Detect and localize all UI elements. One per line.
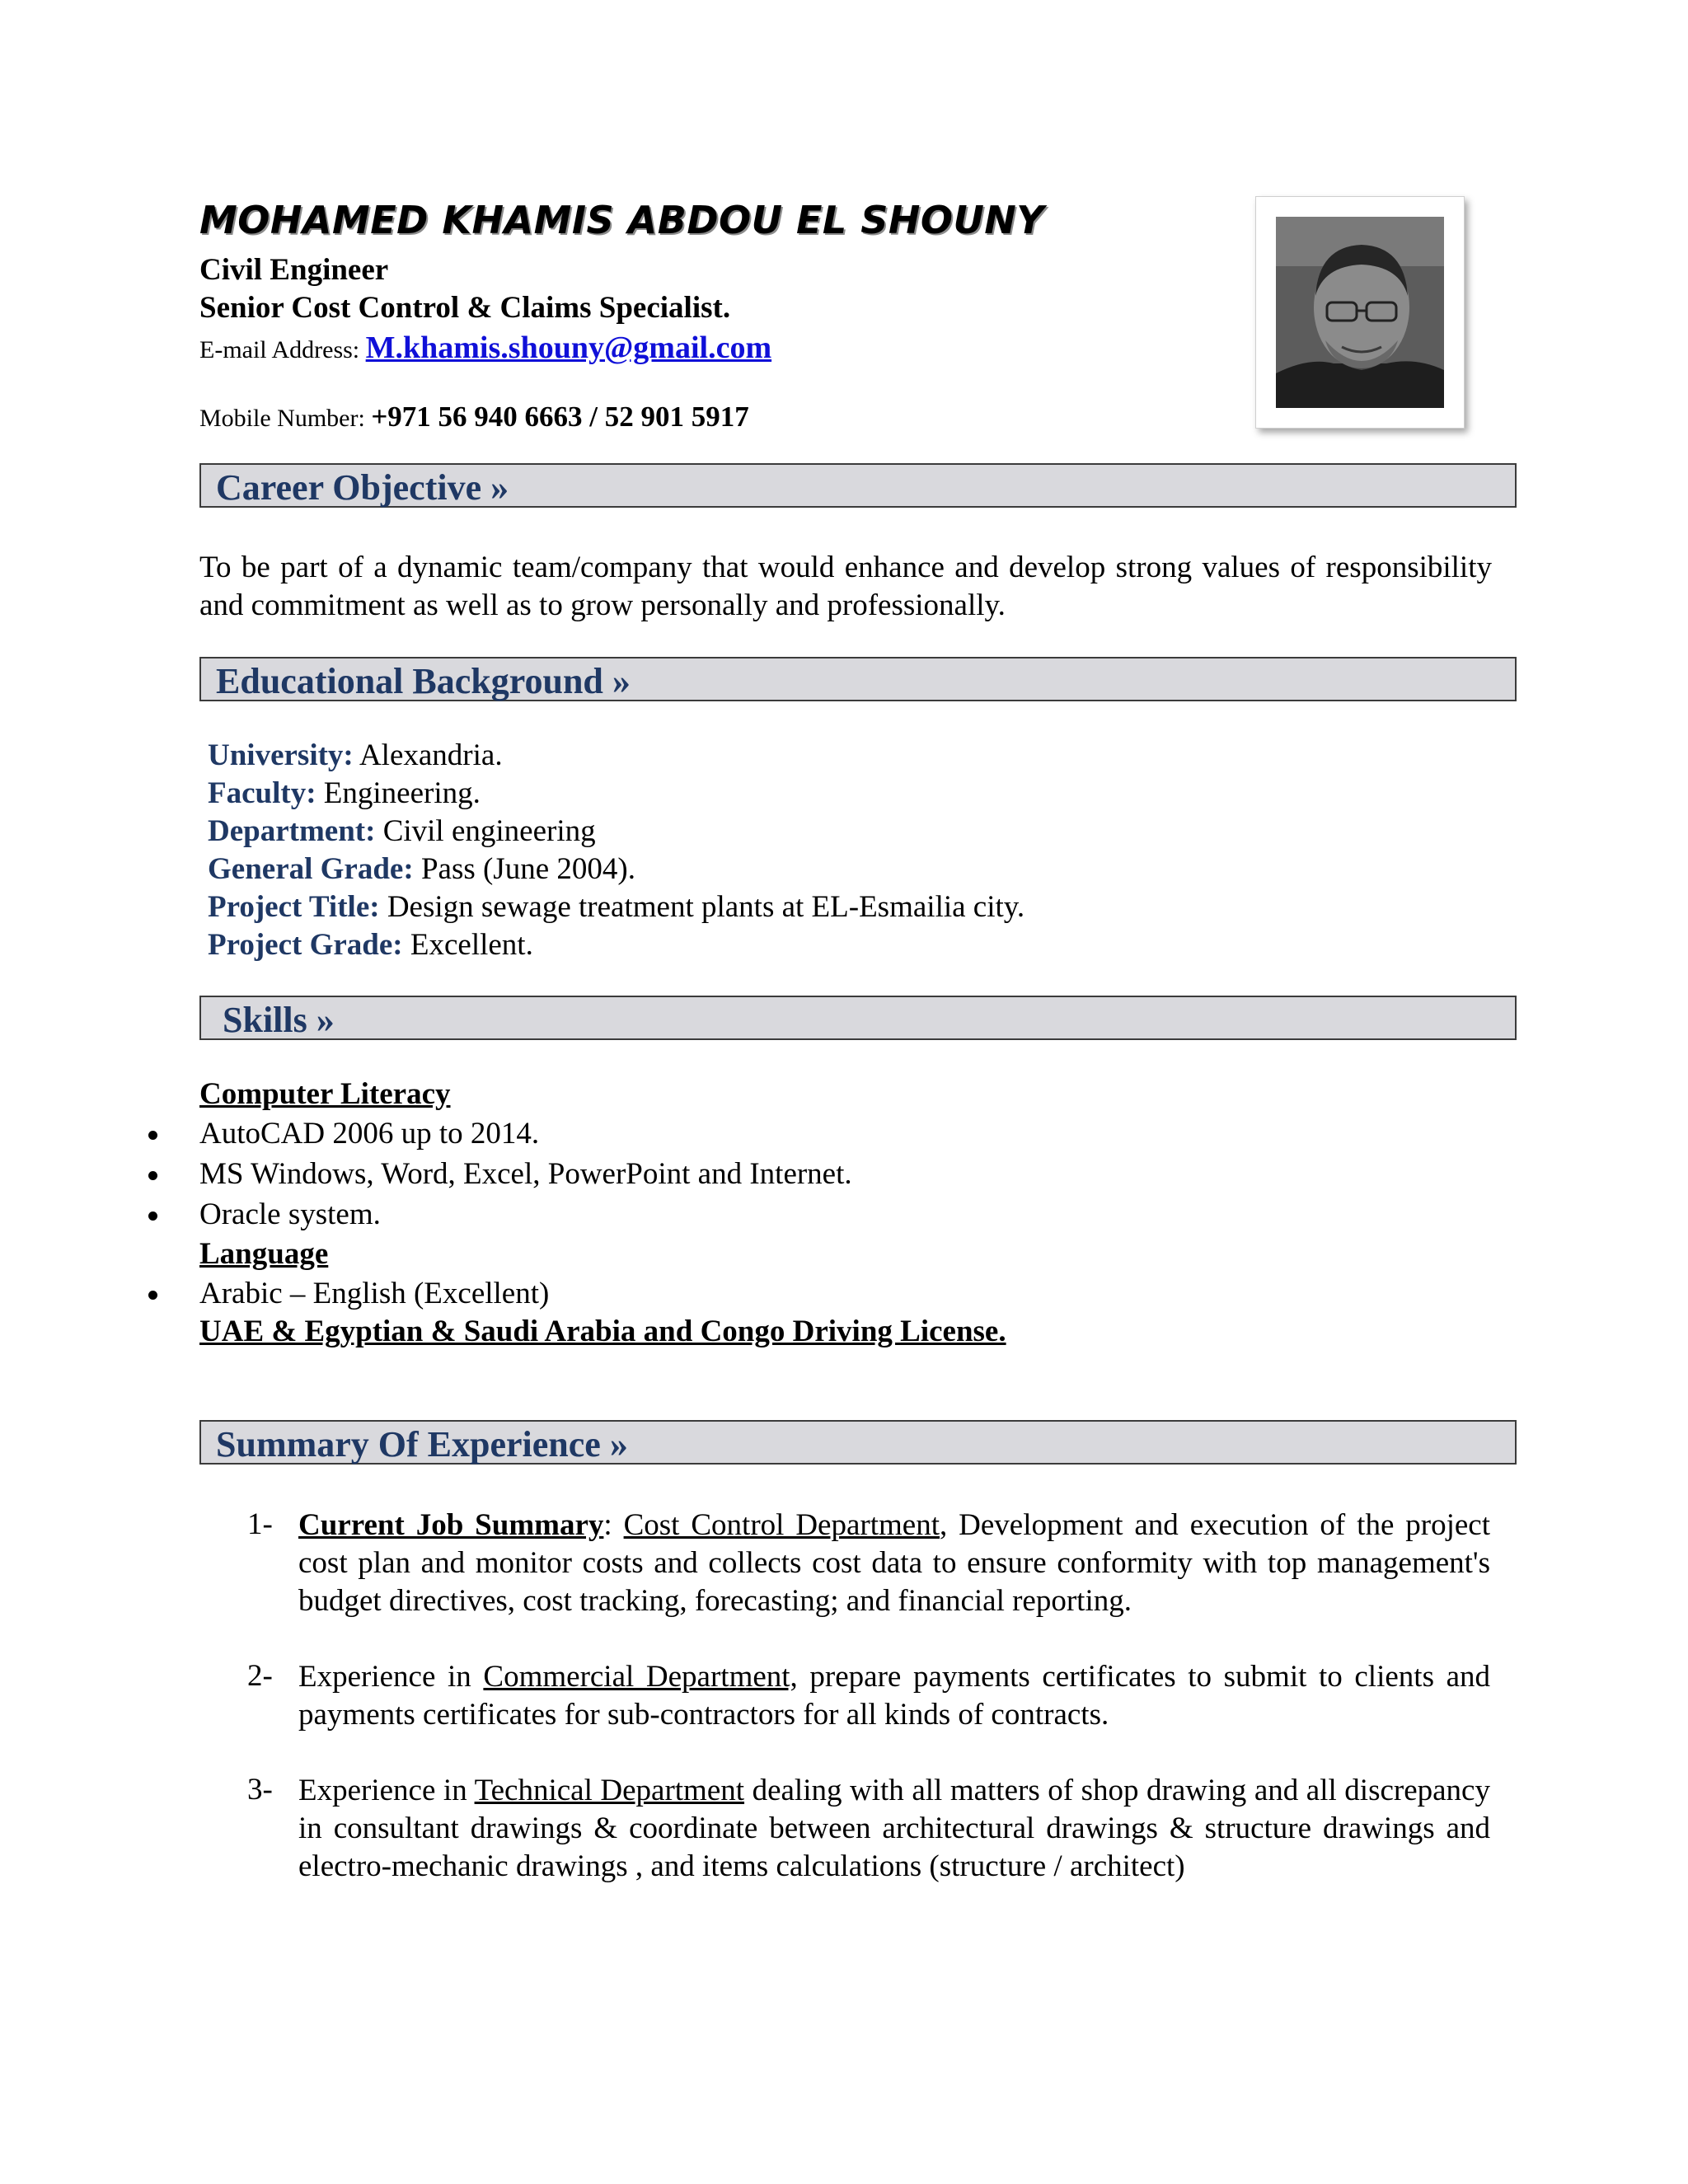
section-title: Skills » [223,1000,335,1040]
skill-item: AutoCAD 2006 up to 2014. [199,1116,539,1151]
bullet-icon [148,1131,157,1140]
edu-project-title: Project Title: Design sewage treatment plants at EL-Esmailia city. [208,890,1025,924]
experience-number: 1- [247,1507,273,1541]
edu-faculty: Faculty: Engineering. [208,776,481,810]
job-title-secondary: Senior Cost Control & Claims Specialist. [199,291,731,325]
email-label: E-mail Address: [199,336,366,363]
bullet-icon [148,1212,157,1221]
bullet-icon [148,1171,157,1180]
section-title: Career Objective » [216,467,509,508]
bullet-icon [148,1291,157,1300]
mobile-label: Mobile Number: [199,405,372,432]
computer-literacy-heading: Computer Literacy [199,1077,451,1111]
section-title: Summary Of Experience » [216,1424,628,1465]
experience-item: Experience in Commercial Department, prepare payments certificates to submit to clients and payments certificates for sub-contractors for all kinds of contracts. [298,1660,1490,1732]
profile-photo [1255,196,1465,429]
language-item: Arabic – English (Excellent) [199,1276,549,1311]
experience-item: Current Job Summary: Cost Control Department, Development and execution of the project cost plan and monitor costs and collects cost data to ensure conformity with top management's budget directives, cost tracking, forecasting; and financial reporting. [298,1508,1490,1618]
edu-general-grade: General Grade: Pass (June 2004). [208,852,635,886]
mobile-number: +971 56 940 6663 / 52 901 5917 [371,401,749,433]
section-career-objective [199,463,1517,508]
section-title: Educational Background » [216,661,631,701]
email-link[interactable]: M.khamis.shouny@gmail.com [365,330,772,365]
portrait-photo [1276,217,1444,408]
edu-department: Department: Civil engineering [208,814,596,848]
job-title-primary: Civil Engineer [199,253,389,287]
section-skills [199,996,1517,1040]
career-objective-text: To be part of a dynamic team/company that would enhance and develop strong values of responsibility and commitment as well as to grow personally and professionally. [199,551,1492,622]
candidate-name: MOHAMED KHAMIS ABDOU EL SHOUNY [199,198,1045,242]
experience-number: 3- [247,1773,273,1807]
experience-number: 2- [247,1659,273,1693]
edu-project-grade: Project Grade: Excellent. [208,928,533,962]
mobile-row [199,401,749,434]
driving-license: UAE & Egyptian & Saudi Arabia and Congo Driving License. [199,1315,1006,1348]
skill-item: MS Windows, Word, Excel, PowerPoint and Internet. [199,1156,852,1192]
language-heading: Language [199,1237,329,1271]
edu-university: University: Alexandria. [208,738,503,772]
email-row [199,330,771,366]
section-educational-background [199,657,1517,701]
skill-item: Oracle system. [199,1197,381,1232]
section-summary-of-experience [199,1420,1517,1465]
experience-item: Experience in Technical Department dealing with all matters of shop drawing and all discrepancy in consultant drawings & coordinate between architectural drawings & structure drawings and electro-mechanic drawings , and items calculations (structure / architect) [298,1774,1490,1883]
